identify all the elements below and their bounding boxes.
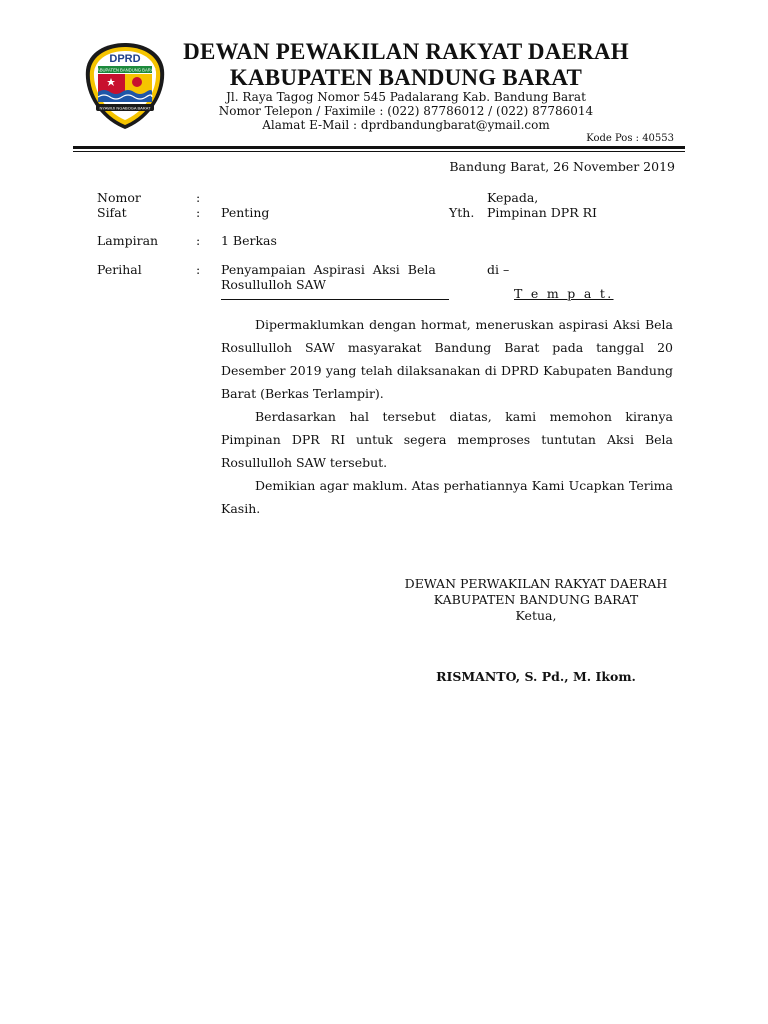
perihal-value-line1: Penyampaian Aspirasi Aksi Bela: [221, 262, 436, 277]
header-title-line1: DEWAN PEWAKILAN RAKYAT DAERAH: [183, 39, 629, 64]
sifat-colon: :: [196, 205, 201, 220]
signature-position: Ketua,: [515, 608, 557, 623]
header-divider-thin: [73, 151, 685, 152]
header-title-line2: KABUPATEN BANDUNG BARAT: [229, 65, 583, 90]
nomor-label: Nomor: [97, 190, 141, 205]
recipient-name: Pimpinan DPR RI: [487, 205, 597, 220]
signature-name: RISMANTO, S. Pd., M. Ikom.: [436, 669, 636, 684]
header-address: Jl. Raya Tagog Nomor 545 Padalarang Kab. Bandung Barat: [226, 90, 586, 104]
perihal-value-line2: Rosullulloh SAW: [221, 277, 326, 292]
header-phone: Nomor Telepon / Faximile : (022) 87786012 / (022) 87786014: [218, 104, 594, 118]
recipient-yth: Yth.: [449, 205, 475, 220]
body-paragraph-1: Dipermaklumkan dengan hormat, meneruskan aspirasi Aksi Bela Rosullulloh SAW masyarakat Bandung Barat pada tanggal 20 Desember 2019 yang telah dilaksanakan di DPRD Kabupaten Bandung Barat (Berkas Terlampir).: [221, 317, 673, 401]
signature-institution-line1: DEWAN PERWAKILAN RAKYAT DAERAH: [404, 576, 668, 591]
dprd-emblem-icon: [82, 40, 168, 132]
body-paragraph-2: Berdasarkan hal tersebut diatas, kami memohon kiranya Pimpinan DPR RI untuk segera memproses tuntutan Aksi Bela Rosullulloh SAW tersebut.: [221, 409, 673, 470]
sifat-label: Sifat: [97, 205, 127, 220]
perihal-colon: :: [196, 262, 201, 277]
perihal-label: Perihal: [97, 262, 142, 277]
letter-date: Bandung Barat, 26 November 2019: [449, 159, 675, 174]
lampiran-label: Lampiran: [97, 233, 159, 248]
nomor-colon: :: [196, 190, 201, 205]
sifat-value: Penting: [221, 205, 270, 220]
recipient-tempat: T e m p a t.: [514, 286, 614, 301]
header-email: Alamat E-Mail : dprdbandungbarat@ymail.com: [262, 118, 550, 132]
perihal-underline: [221, 299, 449, 300]
lampiran-value: 1 Berkas: [221, 233, 277, 248]
lampiran-colon: :: [196, 233, 201, 248]
signature-institution-line2: KABUPATEN BANDUNG BARAT: [433, 592, 639, 607]
body-paragraph-3: Demikian agar maklum. Atas perhatiannya Kami Ucapkan Terima Kasih.: [221, 478, 673, 516]
header-postal-code: Kode Pos : 40553: [586, 133, 674, 144]
dprd-logo: [82, 40, 168, 132]
header-divider-thick: [73, 146, 685, 149]
logo-motto-text: NYAWIJI NGABOGA BARAT: [99, 105, 151, 111]
recipient-di: di –: [487, 262, 510, 277]
logo-dprd-text: DPRD: [109, 53, 141, 65]
recipient-kepada: Kepada,: [487, 190, 539, 205]
logo-band-text: KABUPATEN BANDUNG BARAT: [94, 67, 156, 73]
